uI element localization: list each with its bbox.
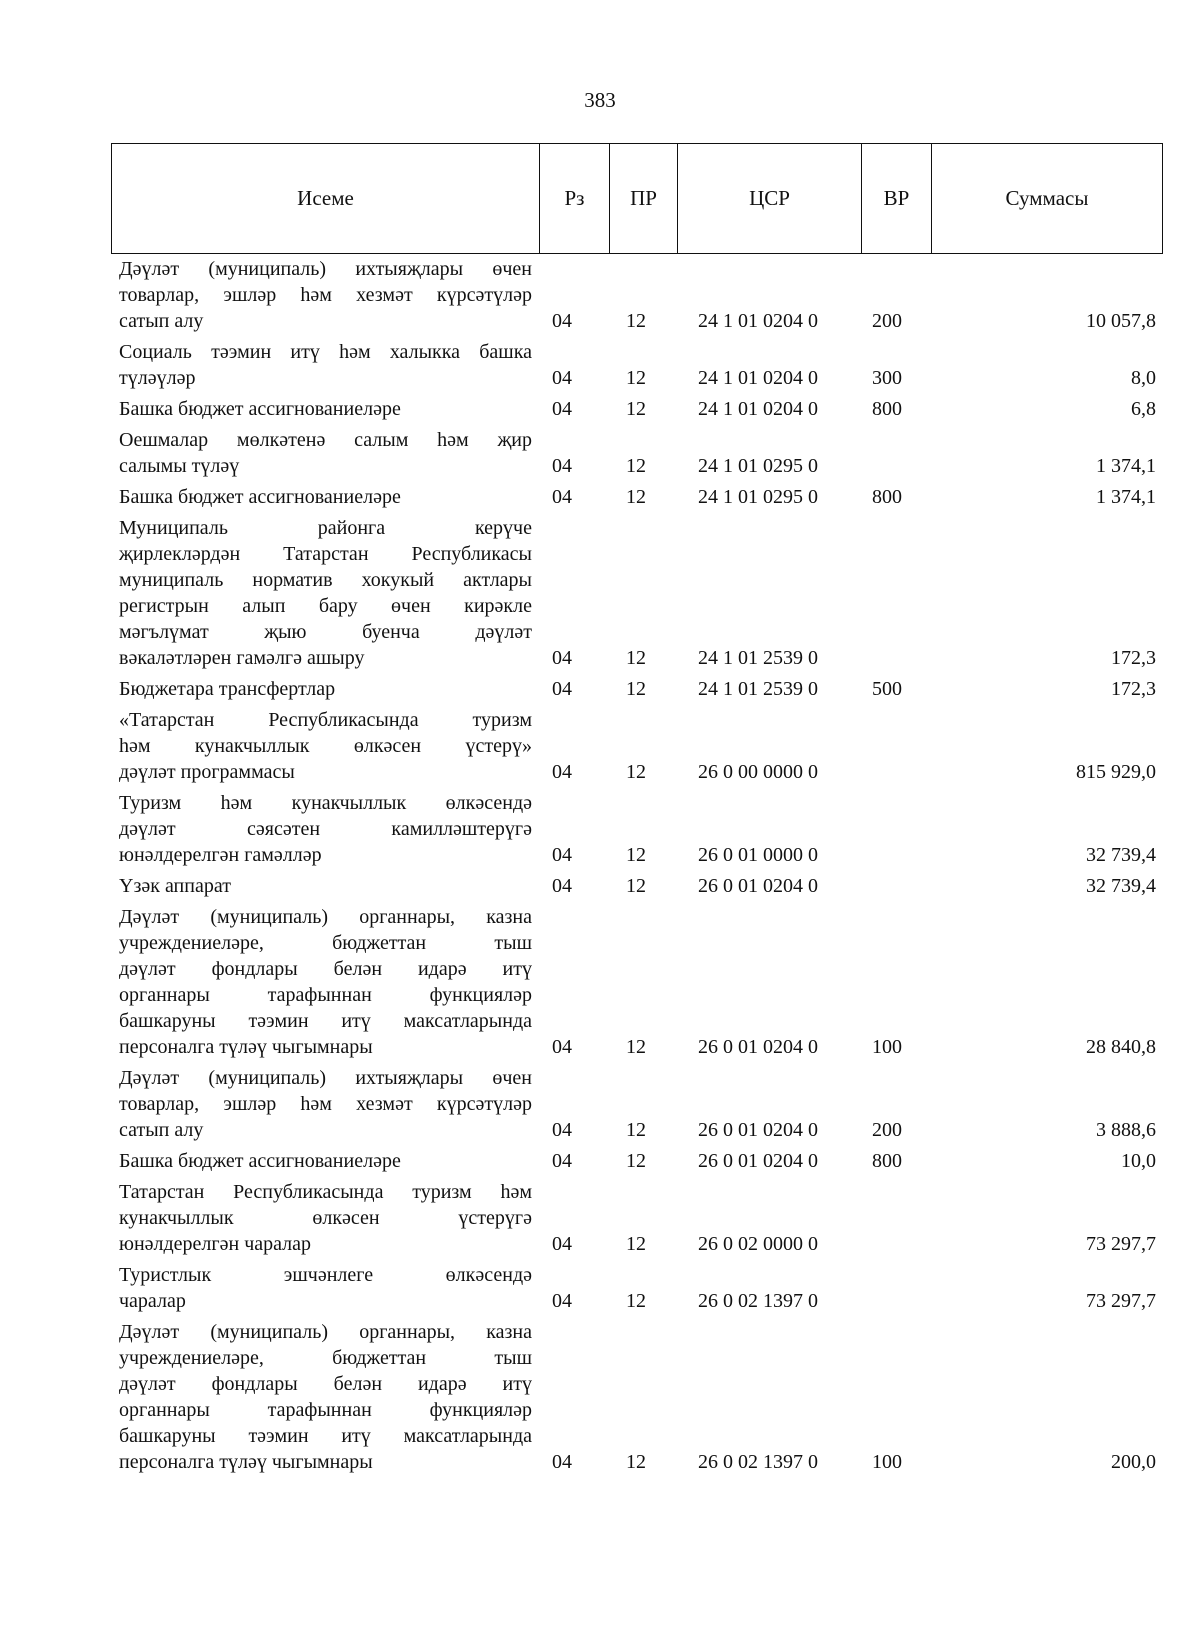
row-name-line: сатып алу [119, 1119, 204, 1141]
row-csr: 26 0 01 0204 0 [698, 1150, 818, 1172]
row-pr: 12 [626, 1119, 646, 1141]
row-rz: 04 [552, 678, 572, 700]
row-vr: 500 [872, 678, 902, 700]
row-name-line: кунакчыллык өлкәсен үстерүгә [119, 1207, 532, 1229]
row-sum: 32 739,4 [1086, 875, 1156, 897]
row-rz: 04 [552, 1451, 572, 1473]
table-row [119, 1179, 1159, 1257]
row-sum: 73 297,7 [1086, 1233, 1156, 1255]
row-pr: 12 [626, 1451, 646, 1473]
row-vr: 800 [872, 398, 902, 420]
row-name-line: Оешмалар мөлкәтенә салым һәм җир [119, 429, 532, 451]
row-rz: 04 [552, 310, 572, 332]
row-name-line: Башка бюджет ассигнованиеләре [119, 1150, 401, 1172]
row-sum: 200,0 [1111, 1451, 1156, 1473]
row-vr: 800 [872, 486, 902, 508]
row-name-line: товарлар, эшләр һәм хезмәт күрсәтүләр [119, 1093, 532, 1115]
table-row [119, 676, 1159, 702]
row-rz: 04 [552, 1150, 572, 1172]
row-name [119, 484, 538, 510]
row-rz: 04 [552, 486, 572, 508]
row-name-line: җирлекләрдән Татарстан Республикасы [119, 543, 532, 565]
row-name-line: Дәүләт (муниципаль) ихтыяҗлары өчен [119, 1067, 532, 1089]
row-name-line: Социаль тәэмин итү һәм халыкка башка [119, 341, 532, 363]
row-rz: 04 [552, 647, 572, 669]
row-name [119, 1179, 538, 1257]
row-pr: 12 [626, 1290, 646, 1312]
row-sum: 6,8 [1131, 398, 1156, 420]
row-rz: 04 [552, 1119, 572, 1141]
table-row [119, 904, 1159, 1060]
row-csr: 24 1 01 2539 0 [698, 647, 818, 669]
row-name [119, 873, 538, 899]
table-row [119, 396, 1159, 422]
header-csr: ЦСР [677, 144, 861, 253]
row-rz: 04 [552, 367, 572, 389]
row-csr: 26 0 01 0204 0 [698, 1036, 818, 1058]
row-sum: 3 888,6 [1096, 1119, 1156, 1141]
row-sum: 32 739,4 [1086, 844, 1156, 866]
row-name-line: Дәүләт (муниципаль) органнары, казна [119, 906, 532, 928]
row-rz: 04 [552, 455, 572, 477]
row-rz: 04 [552, 844, 572, 866]
row-name-line: товарлар, эшләр һәм хезмәт күрсәтүләр [119, 284, 532, 306]
row-pr: 12 [626, 367, 646, 389]
row-vr: 300 [872, 367, 902, 389]
row-vr: 800 [872, 1150, 902, 1172]
row-sum: 8,0 [1131, 367, 1156, 389]
row-pr: 12 [626, 678, 646, 700]
row-name-line: һәм кунакчыллык өлкәсен үстерү» [119, 735, 532, 757]
row-name [119, 427, 538, 479]
row-name [119, 790, 538, 868]
row-name-line: персоналга түләү чыгымнары [119, 1036, 373, 1058]
table-row [119, 515, 1159, 671]
row-name-line: Дәүләт (муниципаль) ихтыяҗлары өчен [119, 258, 532, 280]
row-name [119, 396, 538, 422]
row-csr: 26 0 01 0000 0 [698, 844, 818, 866]
row-name-line: дәүләт сәясәтен камилләштерүгә [119, 818, 532, 840]
row-pr: 12 [626, 455, 646, 477]
row-name-line: башкаруны тәэмин итү максатларында [119, 1010, 532, 1032]
table-row [119, 484, 1159, 510]
row-csr: 24 1 01 0204 0 [698, 367, 818, 389]
table-header [111, 143, 1163, 254]
row-pr: 12 [626, 647, 646, 669]
row-sum: 172,3 [1111, 647, 1156, 669]
row-name-line: учреждениеләре, бюджеттан тыш [119, 932, 532, 954]
row-csr: 26 0 02 1397 0 [698, 1451, 818, 1473]
table-row [119, 1319, 1159, 1475]
row-name-line: персоналга түләү чыгымнары [119, 1451, 373, 1473]
row-name-line: учреждениеләре, бюджеттан тыш [119, 1347, 532, 1369]
row-name-line: муниципаль норматив хокукый актлары [119, 569, 532, 591]
row-sum: 73 297,7 [1086, 1290, 1156, 1312]
row-rz: 04 [552, 761, 572, 783]
row-rz: 04 [552, 1233, 572, 1255]
page-number: 383 [584, 88, 616, 112]
row-csr: 24 1 01 0295 0 [698, 486, 818, 508]
table-row [119, 427, 1159, 479]
row-sum: 815 929,0 [1076, 761, 1156, 783]
row-name-line: дәүләт программасы [119, 761, 295, 783]
row-name-line: мәгълүмат җыю буенча дәүләт [119, 621, 532, 643]
row-name-line: Муниципаль районга керүче [119, 517, 532, 539]
row-name [119, 256, 538, 334]
row-name-line: чаралар [119, 1290, 186, 1312]
row-name-line: Үзәк аппарат [119, 875, 231, 897]
row-rz: 04 [552, 875, 572, 897]
row-sum: 10 057,8 [1086, 310, 1156, 332]
row-rz: 04 [552, 1036, 572, 1058]
row-name [119, 1262, 538, 1314]
row-pr: 12 [626, 1036, 646, 1058]
row-name-line: органнары тарафыннан функцияләр [119, 1399, 532, 1421]
header-rz: Рз [539, 144, 609, 253]
row-csr: 24 1 01 2539 0 [698, 678, 818, 700]
row-name-line: түләүләр [119, 367, 196, 389]
row-name [119, 1319, 538, 1475]
row-name-line: «Татарстан Республикасында туризм [119, 709, 532, 731]
table-row [119, 1262, 1159, 1314]
header-vr: ВР [861, 144, 931, 253]
row-sum: 1 374,1 [1096, 486, 1156, 508]
row-pr: 12 [626, 875, 646, 897]
row-pr: 12 [626, 1233, 646, 1255]
row-pr: 12 [626, 761, 646, 783]
row-csr: 26 0 02 0000 0 [698, 1233, 818, 1255]
table-row [119, 1065, 1159, 1143]
row-csr: 24 1 01 0204 0 [698, 398, 818, 420]
row-vr: 200 [872, 310, 902, 332]
row-sum: 172,3 [1111, 678, 1156, 700]
row-name-line: Дәүләт (муниципаль) органнары, казна [119, 1321, 532, 1343]
row-vr: 100 [872, 1036, 902, 1058]
row-name-line: Туристлык эшчәнлеге өлкәсендә [119, 1264, 532, 1286]
row-name-line: салымы түләү [119, 455, 240, 477]
row-name-line: Туризм һәм кунакчыллык өлкәсендә [119, 792, 532, 814]
row-name [119, 1148, 538, 1174]
row-csr: 26 0 01 0204 0 [698, 875, 818, 897]
row-csr: 24 1 01 0204 0 [698, 310, 818, 332]
table-row [119, 1148, 1159, 1174]
row-name-line: Бюджетара трансфертлар [119, 678, 336, 700]
row-name-line: юнәлдерелгән гамәлләр [119, 844, 322, 866]
row-name-line: сатып алу [119, 310, 204, 332]
row-name [119, 904, 538, 1060]
row-sum: 1 374,1 [1096, 455, 1156, 477]
row-name-line: Татарстан Республикасында туризм һәм [119, 1181, 532, 1203]
row-pr: 12 [626, 1150, 646, 1172]
row-name [119, 1065, 538, 1143]
row-sum: 10,0 [1121, 1150, 1156, 1172]
row-rz: 04 [552, 1290, 572, 1312]
row-pr: 12 [626, 844, 646, 866]
row-csr: 26 0 01 0204 0 [698, 1119, 818, 1141]
row-name-line: органнары тарафыннан функцияләр [119, 984, 532, 1006]
table-row [119, 873, 1159, 899]
row-name-line: Башка бюджет ассигнованиеләре [119, 486, 401, 508]
header-sum: Суммасы [931, 144, 1162, 253]
row-name-line: дәүләт фондлары белән идарә итү [119, 1373, 532, 1395]
row-pr: 12 [626, 398, 646, 420]
row-csr: 26 0 02 1397 0 [698, 1290, 818, 1312]
header-name: Исеме [297, 186, 354, 210]
row-name [119, 707, 538, 785]
header-pr: ПР [609, 144, 677, 253]
row-name-line: башкаруны тәэмин итү максатларында [119, 1425, 532, 1447]
row-csr: 24 1 01 0295 0 [698, 455, 818, 477]
row-name [119, 515, 538, 671]
row-pr: 12 [626, 486, 646, 508]
budget-table-body [119, 256, 1159, 1480]
table-row [119, 256, 1159, 334]
row-name-line: регистрын алып бару өчен кирәкле [119, 595, 532, 617]
row-rz: 04 [552, 398, 572, 420]
row-pr: 12 [626, 310, 646, 332]
row-csr: 26 0 00 0000 0 [698, 761, 818, 783]
table-row [119, 339, 1159, 391]
row-name-line: Башка бюджет ассигнованиеләре [119, 398, 401, 420]
row-name [119, 676, 538, 702]
table-row [119, 790, 1159, 868]
row-name-line: вәкаләтләрен гамәлгә ашыру [119, 647, 365, 669]
row-name-line: дәүләт фондлары белән идарә итү [119, 958, 532, 980]
row-sum: 28 840,8 [1086, 1036, 1156, 1058]
row-name-line: юнәлдерелгән чаралар [119, 1233, 312, 1255]
row-vr: 200 [872, 1119, 902, 1141]
row-vr: 100 [872, 1451, 902, 1473]
row-name [119, 339, 538, 391]
table-row [119, 707, 1159, 785]
